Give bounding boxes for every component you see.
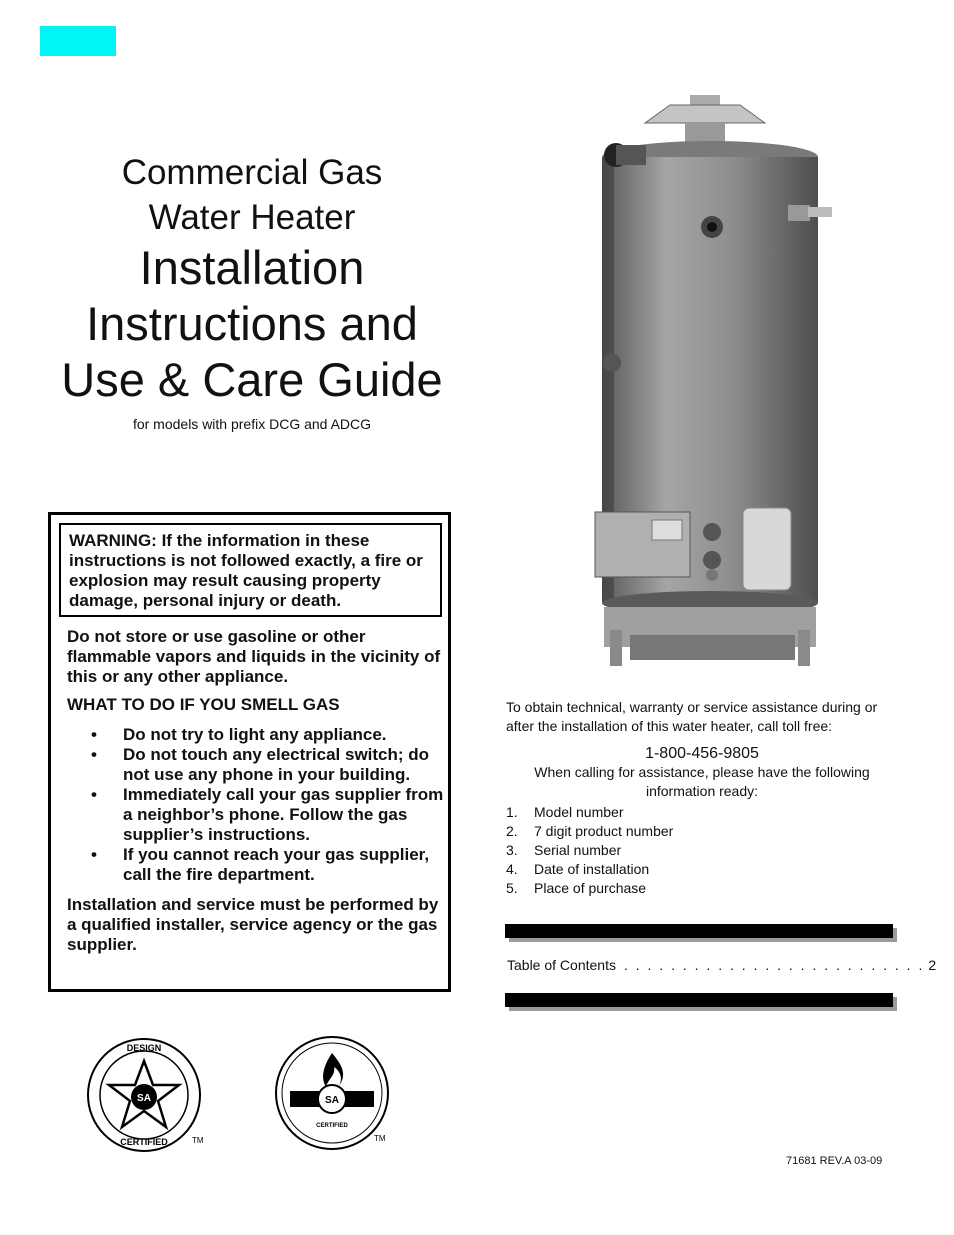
info-list-item: 3. Serial number — [506, 842, 622, 858]
safety-warning-box — [48, 512, 451, 992]
service-assistance — [506, 698, 898, 898]
document-revision: 71681 REV.A 03-09 — [786, 1155, 883, 1167]
seal-design-text: DESIGN — [126, 1043, 162, 1053]
installer-notice: Installation and service must be performed by a qualified installer, service agency or the gas supplier. — [67, 895, 439, 954]
toc-leader-dots: . . . . . . . . . . . . . . . . . . . . . . . . . . — [623, 957, 925, 973]
warning-lead: WARNING: — [69, 531, 157, 550]
info-list-item: 4. Date of installation — [506, 861, 650, 877]
seal2-tm-mark: TM — [374, 1134, 386, 1143]
toll-free-phone: 1-800-456-9805 — [645, 745, 759, 762]
cyan-corner-tab — [40, 26, 116, 56]
document-title — [40, 150, 464, 432]
water-heater-photo — [590, 95, 848, 675]
model-prefix-note: for models with prefix DCG and ADCG — [132, 416, 372, 432]
title-line-2: Water Heater — [148, 198, 356, 237]
storage-warning: Do not store or use gasoline or other flammable vapors and liquids in the vicinity of this or any other appliance. — [67, 627, 441, 686]
title-line-5: Use & Care Guide — [61, 353, 443, 406]
toc-bottom-rule — [505, 993, 893, 1007]
title-line-4: Instructions and — [86, 297, 418, 350]
info-list-item: 1. Model number — [506, 804, 624, 820]
smell-gas-item: • Do not try to light any appliance. — [123, 725, 447, 745]
toc-top-rule — [505, 924, 893, 938]
required-info-list — [506, 803, 898, 898]
warning-lead-text: If the information in these instructions is not followed exactly, a fire or explosion may result causing property damage, personal injury or death. — [69, 531, 423, 610]
svg-text:SA: SA — [137, 1093, 151, 1104]
info-list-item: 2. 7 digit product number — [506, 823, 674, 839]
toc-label: Table of Contents — [507, 957, 616, 973]
service-intro: To obtain technical, warranty or service assistance during or after the installation of this water heater, call toll free: — [506, 699, 878, 734]
warning-body — [67, 627, 447, 963]
svg-text:SA: SA — [325, 1095, 339, 1106]
smell-gas-item: • Immediately call your gas supplier from a neighbor’s phone. Follow the gas supplier’s instructions. — [123, 785, 447, 845]
toc-entry[interactable] — [507, 957, 937, 973]
smell-gas-list — [67, 725, 447, 885]
smell-gas-item: • If you cannot reach your gas supplier, call the fire department. — [123, 845, 447, 885]
warning-statement — [59, 523, 442, 617]
title-line-3: Installation — [139, 241, 365, 294]
seal2-certified-text: CERTIFIED — [316, 1123, 348, 1129]
seal-tm-mark: TM — [192, 1136, 204, 1145]
title-line-1: Commercial Gas — [121, 153, 383, 192]
gas-certified-seal — [272, 1035, 402, 1155]
toc-page-number: 2 — [928, 957, 937, 973]
seal-certified-text: CERTIFIED — [120, 1137, 168, 1147]
info-list-item: 5. Place of purchase — [506, 880, 647, 896]
smell-gas-heading: WHAT TO DO IF YOU SMELL GAS — [67, 695, 340, 714]
calling-instructions: When calling for assistance, please have the following information ready: — [534, 764, 870, 799]
smell-gas-item: • Do not touch any electrical switch; do not use any phone in your building. — [123, 745, 447, 785]
design-certified-seal — [84, 1035, 214, 1155]
